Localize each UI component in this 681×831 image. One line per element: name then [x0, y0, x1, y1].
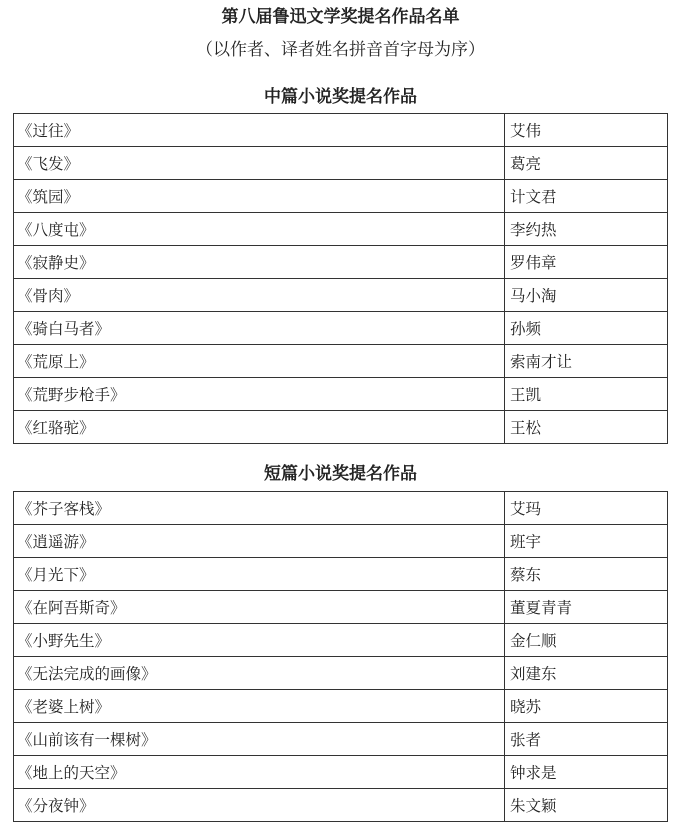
work-title-cell: 《寂静史》 [14, 246, 505, 279]
work-title-cell: 《八度屯》 [14, 213, 505, 246]
author-cell: 王松 [505, 411, 668, 444]
table-row [14, 525, 668, 558]
author-cell: 刘建东 [505, 657, 668, 690]
table-row [14, 213, 668, 246]
table-row [14, 756, 668, 789]
work-title-cell: 《芥子客栈》 [14, 492, 505, 525]
author-cell: 李约热 [505, 213, 668, 246]
work-title-cell: 《小野先生》 [14, 624, 505, 657]
author-cell: 晓苏 [505, 690, 668, 723]
author-cell: 孙频 [505, 312, 668, 345]
work-title-cell: 《山前该有一棵树》 [14, 723, 505, 756]
work-title-cell: 《月光下》 [14, 558, 505, 591]
table-row [14, 279, 668, 312]
author-cell: 艾玛 [505, 492, 668, 525]
section-title-novella: 中篇小说奖提名作品 [264, 87, 417, 107]
work-title-cell: 《过往》 [14, 114, 505, 147]
author-cell: 朱文颖 [505, 789, 668, 822]
author-cell: 艾伟 [505, 114, 668, 147]
page-subtitle: （以作者、译者姓名拼音首字母为序） [196, 40, 485, 60]
work-title-cell: 《飞发》 [14, 147, 505, 180]
table-row [14, 591, 668, 624]
author-cell: 罗伟章 [505, 246, 668, 279]
work-title-cell: 《老婆上树》 [14, 690, 505, 723]
author-cell: 葛亮 [505, 147, 668, 180]
work-title-cell: 《骨肉》 [14, 279, 505, 312]
author-cell: 索南才让 [505, 345, 668, 378]
table-row [14, 312, 668, 345]
work-title-cell: 《无法完成的画像》 [14, 657, 505, 690]
page-title: 第八届鲁迅文学奖提名作品名单 [221, 7, 460, 27]
work-title-cell: 《地上的天空》 [14, 756, 505, 789]
author-cell: 钟求是 [505, 756, 668, 789]
author-cell: 张者 [505, 723, 668, 756]
novella-nominee-table [13, 113, 668, 444]
author-cell: 班宇 [505, 525, 668, 558]
table-row [14, 624, 668, 657]
section-title-short-story: 短篇小说奖提名作品 [264, 464, 417, 484]
work-title-cell: 《荒原上》 [14, 345, 505, 378]
work-title-cell: 《在阿吾斯奇》 [14, 591, 505, 624]
table-row [14, 411, 668, 444]
table-row [14, 378, 668, 411]
author-cell: 马小淘 [505, 279, 668, 312]
table-row [14, 558, 668, 591]
work-title-cell: 《逍遥游》 [14, 525, 505, 558]
author-cell: 计文君 [505, 180, 668, 213]
work-title-cell: 《分夜钟》 [14, 789, 505, 822]
table-row [14, 180, 668, 213]
table-row [14, 657, 668, 690]
short-story-nominee-table [13, 491, 668, 822]
author-cell: 金仁顺 [505, 624, 668, 657]
author-cell: 王凯 [505, 378, 668, 411]
author-cell: 蔡东 [505, 558, 668, 591]
table-row [14, 114, 668, 147]
table-row [14, 723, 668, 756]
table-row [14, 789, 668, 822]
work-title-cell: 《荒野步枪手》 [14, 378, 505, 411]
table-row [14, 690, 668, 723]
work-title-cell: 《骑白马者》 [14, 312, 505, 345]
table-row [14, 492, 668, 525]
author-cell: 董夏青青 [505, 591, 668, 624]
table-row [14, 147, 668, 180]
table-row [14, 345, 668, 378]
work-title-cell: 《红骆驼》 [14, 411, 505, 444]
table-row [14, 246, 668, 279]
work-title-cell: 《筑园》 [14, 180, 505, 213]
